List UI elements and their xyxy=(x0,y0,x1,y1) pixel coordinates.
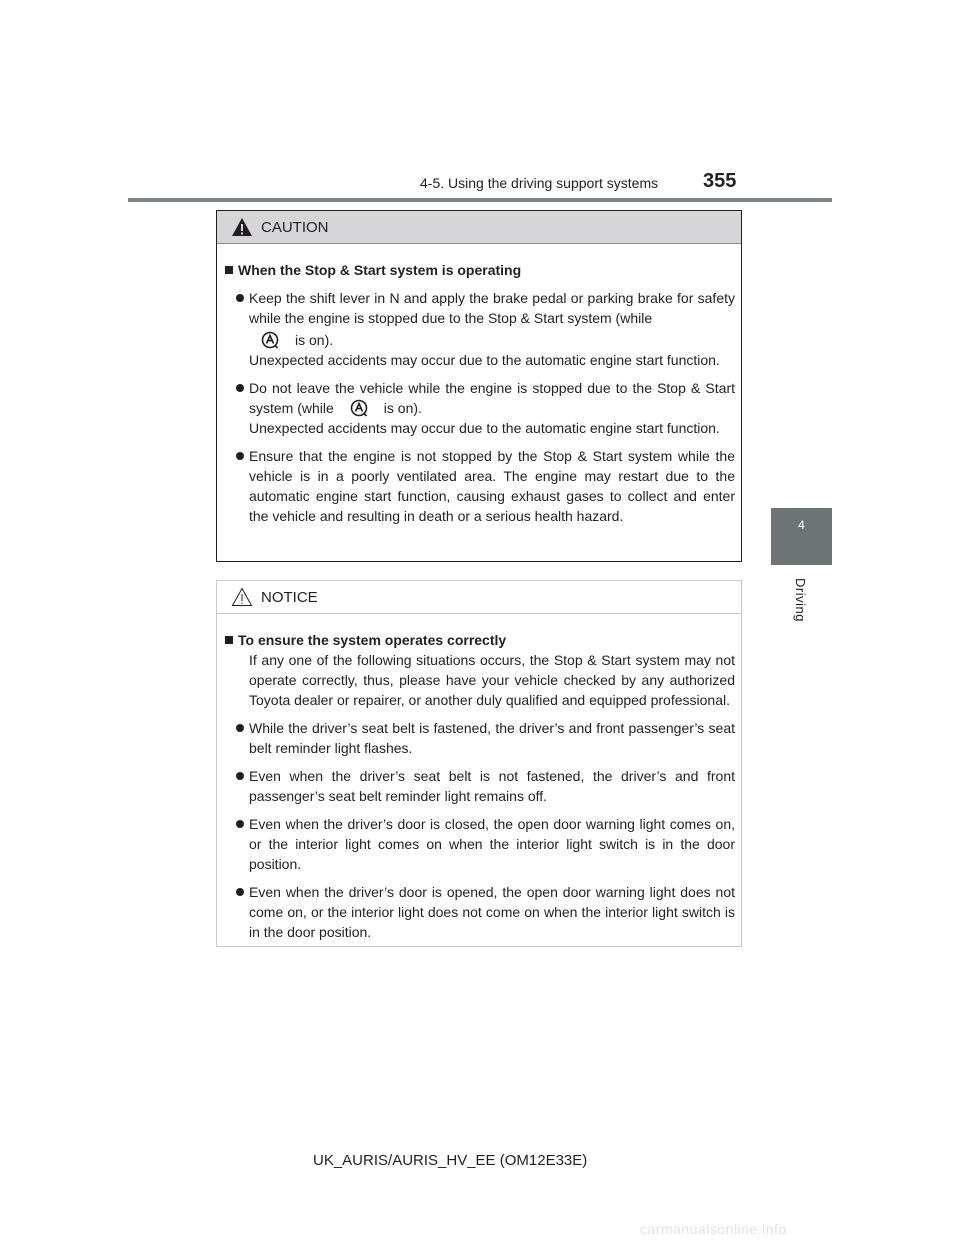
stop-start-indicator-icon xyxy=(261,331,279,349)
caution-item-text: Do not leave the vehicle while the engine is stopped due to the Stop & Start system (while xyxy=(249,380,735,416)
chapter-tab xyxy=(771,508,832,565)
bullet-dot-icon xyxy=(236,820,244,828)
caution-body xyxy=(217,244,741,526)
bullet-dot-icon xyxy=(236,294,244,302)
caution-box xyxy=(216,210,742,562)
notice-item-text: Even when the driver’s door is closed, the open door warning light comes on, or the interior light comes on when the interior light switch is in the door position. xyxy=(249,816,735,872)
caution-item-text xyxy=(249,330,735,350)
notice-heading-text: To ensure the system operates correctly xyxy=(238,632,507,648)
bullet-dot-icon xyxy=(236,384,244,392)
caution-item-text: Keep the shift lever in N and apply the brake pedal or parking brake for safety while the engine is stopped due to the Stop & Start system (while xyxy=(249,290,735,326)
header-divider xyxy=(128,198,832,202)
caution-heading-text: When the Stop & Start system is operating xyxy=(238,262,522,278)
notice-item-text: While the driver’s seat belt is fastened, the driver’s and front passenger’s seat belt reminder light flashes. xyxy=(249,720,735,756)
notice-item xyxy=(225,766,735,806)
caution-header xyxy=(217,211,741,244)
notice-triangle-icon xyxy=(231,587,253,607)
caution-heading xyxy=(225,260,735,280)
chapter-label: Driving xyxy=(793,578,808,622)
caution-item-text: Unexpected accidents may occur due to the automatic engine start function. xyxy=(249,352,720,368)
bullet-dot-icon xyxy=(236,724,244,732)
caution-item xyxy=(225,446,735,526)
page-number: 355 xyxy=(703,170,737,192)
section-title: 4-5. Using the driving support systems xyxy=(420,175,659,191)
stop-start-indicator-icon xyxy=(350,399,368,417)
notice-item-text: Even when the driver’s door is opened, the open door warning light does not come on, or the interior light does not come on when the interior light switch is in the door position. xyxy=(249,884,735,940)
notice-body xyxy=(217,614,741,942)
notice-box xyxy=(216,580,742,947)
bullet-dot-icon xyxy=(236,772,244,780)
bullet-dot-icon xyxy=(236,452,244,460)
notice-title: NOTICE xyxy=(261,588,318,606)
notice-item xyxy=(225,882,735,942)
square-bullet-icon xyxy=(225,266,233,274)
chapter-number: 4 xyxy=(798,518,805,532)
notice-intro: If any one of the following situations occurs, the Stop & Start system may not operate correctly, thus, please have your vehicle checked by any authorized Toyota dealer or repairer, or another duly qualified and equipped professional. xyxy=(249,652,735,708)
caution-item-text: is on). xyxy=(295,332,334,348)
caution-item xyxy=(225,288,735,370)
warning-triangle-icon xyxy=(231,217,253,237)
caution-item-text: Unexpected accidents may occur due to the automatic engine start function. xyxy=(249,420,720,436)
notice-item-text: Even when the driver’s seat belt is not fastened, the driver’s and front passenger’s seat belt reminder light remains off. xyxy=(249,768,735,804)
caution-title: CAUTION xyxy=(261,218,329,236)
notice-item xyxy=(225,814,735,874)
watermark: carmanualsonline.info xyxy=(640,1221,787,1237)
caution-item-text: is on). xyxy=(383,400,422,416)
bullet-dot-icon xyxy=(236,888,244,896)
notice-header xyxy=(217,581,741,614)
document-footer: UK_AURIS/AURIS_HV_EE (OM12E33E) xyxy=(313,1152,588,1169)
notice-item xyxy=(225,718,735,758)
notice-heading xyxy=(225,630,735,650)
square-bullet-icon xyxy=(225,636,233,644)
caution-item xyxy=(225,378,735,438)
caution-item-text: Ensure that the engine is not stopped by the Stop & Start system while the vehicle is in a poorly ventilated area. The engine may restart due to the automatic engine start function, causing exhaust gases to collect and enter the vehicle and resulting in death or a serious health hazard. xyxy=(249,448,735,524)
